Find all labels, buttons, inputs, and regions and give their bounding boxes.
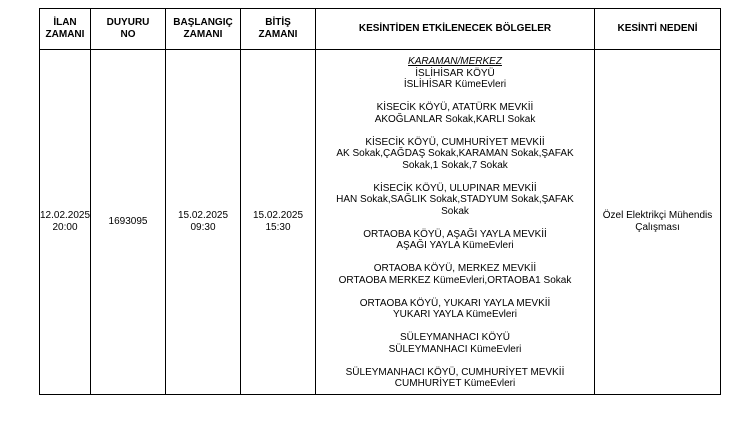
region-line: Sokak xyxy=(441,205,469,217)
region-group xyxy=(316,183,594,218)
region-line: HAN Sokak,SAĞLIK Sokak,STADYUM Sokak,ŞAFAK xyxy=(336,194,574,205)
region-line: Sokak,1 Sokak,7 Sokak xyxy=(402,159,508,171)
baslangic-date: 15.02.2025 xyxy=(177,210,229,222)
header-row xyxy=(40,9,721,50)
bitis-time: 15:30 xyxy=(265,221,291,233)
header-etkilenen-bolgeler: KESİNTİDEN ETKİLENECEK BÖLGELER xyxy=(316,9,595,50)
baslangic-time: 09:30 xyxy=(190,221,216,233)
cell-etkilenen-bolgeler xyxy=(316,50,595,395)
region-line: AKOĞLANLAR Sokak,KARLI Sokak xyxy=(374,113,536,125)
region-line: ORTAOBA KÖYÜ, YUKARI YAYLA MEVKİİ xyxy=(359,297,551,309)
table-row xyxy=(40,50,721,395)
cell-baslangic-zamani xyxy=(166,50,241,395)
region-group xyxy=(316,298,594,321)
cell-bitis-zamani xyxy=(241,50,316,395)
region-line: CUMHURİYET KümeEvleri xyxy=(394,378,516,389)
cell-ilan-zamani xyxy=(40,50,91,395)
ilan-time: 20:00 xyxy=(52,221,78,233)
region-group xyxy=(316,102,594,125)
ilan-date: 12.02.2025 xyxy=(40,210,91,222)
cell-kesinti-nedeni xyxy=(595,50,721,395)
region-line: KİSECİK KÖYÜ, CUMHURİYET MEVKİİ xyxy=(365,136,545,148)
region-group xyxy=(316,332,594,355)
region-line: KİSECİK KÖYÜ, ULUPINAR MEVKİİ xyxy=(373,182,537,194)
region-line: SÜLEYMANHACI KÖYÜ xyxy=(399,332,511,343)
district-name: KARAMAN/MERKEZ xyxy=(408,56,502,67)
header-ilan-zamani: İLAN ZAMANI xyxy=(40,9,91,50)
region-group xyxy=(316,367,594,390)
region-group xyxy=(316,68,594,91)
header-bitis-zamani: BİTİŞ ZAMANI xyxy=(241,9,316,50)
region-line: ORTAOBA MERKEZ KümeEvleri,ORTAOBA1 Sokak xyxy=(338,274,572,286)
region-line: KİSECİK KÖYÜ, ATATÜRK MEVKİİ xyxy=(376,102,534,113)
region-group xyxy=(316,229,594,252)
cell-duyuru-no xyxy=(91,50,166,395)
outage-table xyxy=(39,8,721,395)
region-line: AŞAĞI YAYLA KümeEvleri xyxy=(396,240,514,251)
regions-list xyxy=(316,68,594,390)
header-kesinti-nedeni: KESİNTİ NEDENİ xyxy=(595,9,721,50)
header-duyuru-no: DUYURU NO xyxy=(91,9,166,50)
region-line: ORTAOBA KÖYÜ, MERKEZ MEVKİİ xyxy=(373,263,537,274)
region-line: SÜLEYMANHACI KümeEvleri xyxy=(388,343,522,355)
region-line: AK Sokak,ÇAĞDAŞ Sokak,KARAMAN Sokak,ŞAFAK xyxy=(336,148,574,159)
region-line: İSLİHİSAR KÖYÜ xyxy=(415,67,495,79)
region-line: YUKARI YAYLA KümeEvleri xyxy=(393,309,517,320)
bitis-date: 15.02.2025 xyxy=(252,210,304,222)
region-line: İSLİHİSAR KümeEvleri xyxy=(403,79,507,90)
header-baslangic-zamani: BAŞLANGIÇ ZAMANI xyxy=(166,9,241,50)
region-group xyxy=(316,263,594,286)
region-line: ORTAOBA KÖYÜ, AŞAĞI YAYLA MEVKİİ xyxy=(363,228,547,240)
neden-line-1: Özel Elektrikçi Mühendis xyxy=(602,210,713,222)
neden-line-2: Çalışması xyxy=(635,221,680,233)
duyuru-no: 1693095 xyxy=(108,216,148,227)
region-line: SÜLEYMANHACI KÖYÜ, CUMHURİYET MEVKİİ xyxy=(345,366,565,378)
region-group xyxy=(316,137,594,172)
